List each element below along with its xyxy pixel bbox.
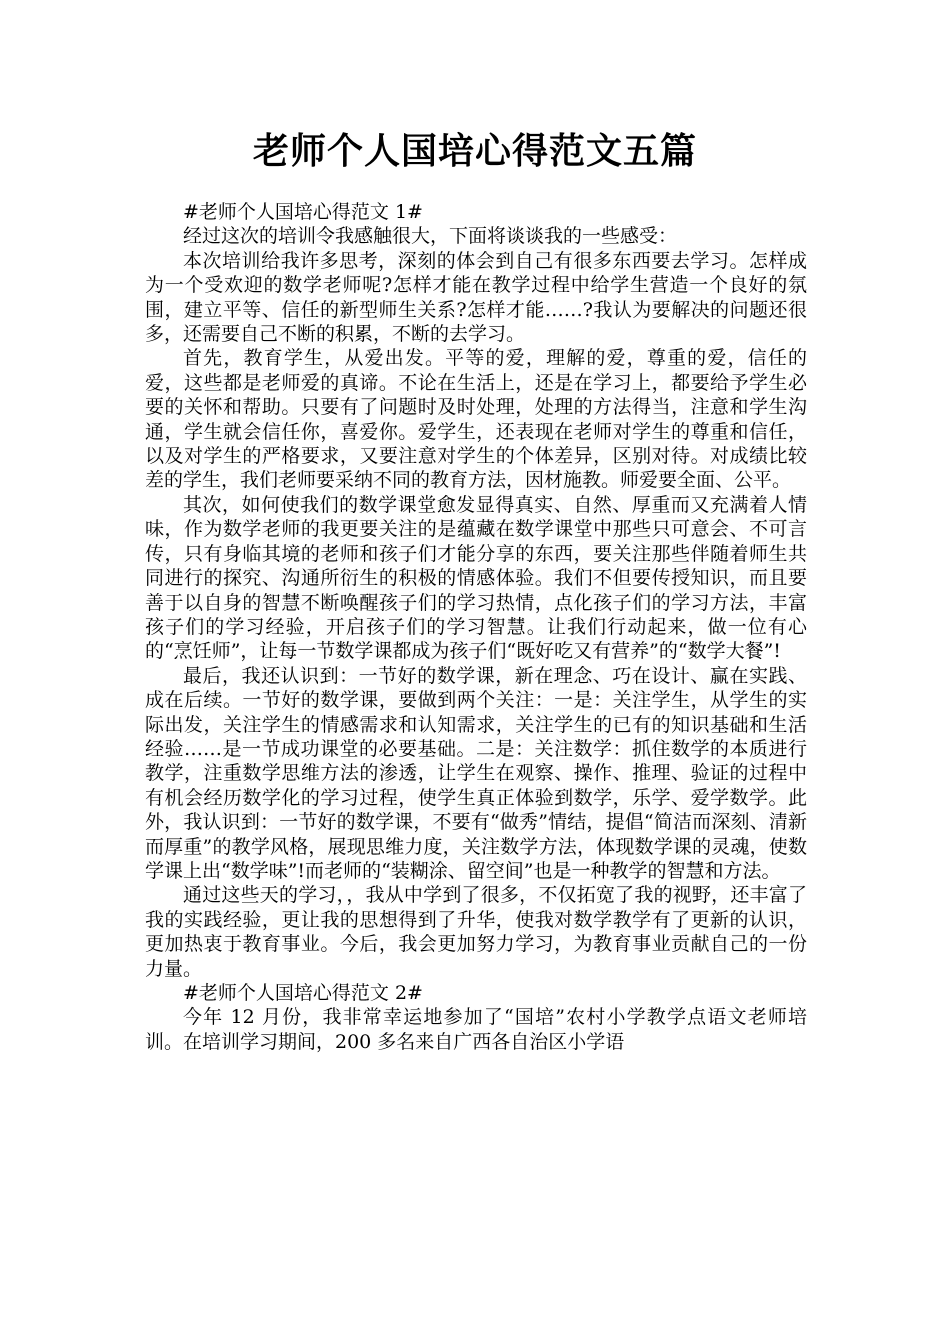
paragraph: 首先，教育学生，从爱出发。平等的爱，理解的爱，尊重的爱，信任的爱，这些都是老师爱的真谛。不论在生活上，还是在学习上，都要给予学生必要的关怀和帮助。只要有了问题时及时处理，处理的方法得当，注意和学生沟通，学生就会信任你，喜爱你。爱学生，还表现在老师对学生的尊重和信任，以及对学生的严格要求，又要注意对学生的个体差异，区别对待。对成绩比较差的学生，我们老师要采纳不同的教育方法，因材施教。师爱要全面、公平。	[145, 347, 807, 492]
paragraph: 最后，我还认识到：一节好的数学课，新在理念、巧在设计、赢在实践、成在后续。一节好的数学课，要做到两个关注：一是：关注学生，从学生的实际出发，关注学生的情感需求和认知需求，关注学生的已有的知识基础和生活经验……是一节成功课堂的必要基础。二是：关注数学：抓住数学的本质进行教学，注重数学思维方法的渗透，让学生在观察、操作、推理、验证的过程中有机会经历数学化的学习过程，使学生真正体验到数学，乐学、爱学数学。此外，我认识到：一节好的数学课，不要有“做秀”情结，提倡“简洁而深刻、清新而厚重”的教学风格，展现思维力度，关注数学方法，体现数学课的灵魂，使数学课上出“数学味”!而老师的“装糊涂、留空间”也是一种教学的智慧和方法。	[145, 664, 807, 882]
paragraph: 其次，如何使我们的数学课堂愈发显得真实、自然、厚重而又充满着人情味，作为数学老师的我更要关注的是蕴藏在数学课堂中那些只可意会、不可言传，只有身临其境的老师和孩子们才能分享的东西，要关注那些伴随着师生共同进行的探究、沟通所衍生的积极的情感体验。我们不但要传授知识，而且要善于以自身的智慧不断唤醒孩子们的学习热情，点化孩子们的学习方法，丰富孩子们的学习经验，开启孩子们的学习智慧。让我们行动起来，做一位有心的“烹饪师”，让每一节数学课都成为孩子们“既好吃又有营养”的“数学大餐”!	[145, 493, 807, 663]
paragraph: 通过这些天的学习，，我从中学到了很多，不仅拓宽了我的视野，还丰富了我的实践经验，更让我的思想得到了升华，使我对数学教学有了更新的认识，更加热衷于教育事业。今后，我会更加努力学习，为教育事业贡献自己的一份力量。	[145, 884, 807, 980]
section-heading-1: #老师个人国培心得范文 1#	[183, 201, 423, 223]
paragraph: 本次培训给我许多思考，深刻的体会到自己有很多东西要去学习。怎样成为一个受欢迎的数学老师呢?怎样才能在教学过程中给学生营造一个良好的氛围，建立平等、信任的新型师生关系?怎样才能……?我认为要解决的问题还很多，还需要自己不断的积累，不断的去学习。	[145, 249, 807, 346]
paragraph: 经过这次的培训令我感触很大，下面将谈谈我的一些感受：	[183, 225, 678, 248]
document-title: 老师个人国培心得范文五篇	[252, 131, 697, 172]
section-heading-2: #老师个人国培心得范文 2#	[183, 982, 423, 1004]
document-body	[145, 200, 807, 1054]
paragraph: 今年 12 月份，我非常幸运地参加了“国培”农村小学教学点语文老师培训。在培训学习期间，200 多名来自广西各自治区小学语	[145, 1006, 807, 1053]
